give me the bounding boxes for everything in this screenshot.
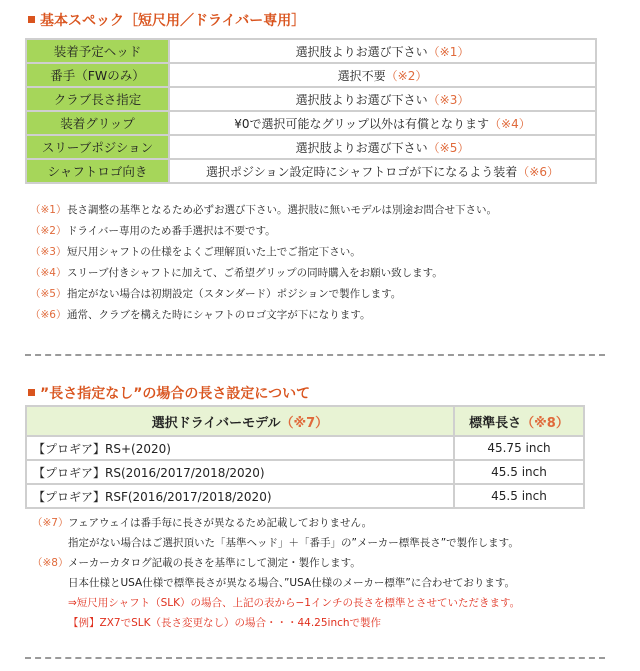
spec-note	[30, 263, 497, 284]
spec-note-text: 短尺用シャフトの仕様をよくご理解頂いた上でご指定下さい。	[67, 246, 361, 258]
spec-row-note: （※5）	[427, 140, 470, 155]
spec-row	[26, 39, 596, 63]
spec-row-value-text: 選択不要	[337, 68, 386, 83]
spec-note	[30, 242, 497, 263]
header-length-note: （※8）	[521, 415, 569, 431]
spec-title-text: 基本スペック［短尺用／ドライバー専用］	[40, 13, 306, 29]
spec-row-label: クラブ長さ指定	[26, 87, 169, 111]
length-cell: 45.5 inch	[454, 484, 584, 508]
table-row	[26, 436, 584, 460]
note8-line1	[32, 553, 520, 573]
note8-text1: メーカーカタログ記載の長さを基準にして測定・製作します。	[68, 557, 361, 569]
header-length	[454, 406, 584, 436]
note7-line2: 指定がない場合はご選択頂いた「基準ヘッド」＋「番手」の”メーカー標準長さ”で製作します。	[68, 537, 519, 549]
spec-row	[26, 135, 596, 159]
spec-row	[26, 111, 596, 135]
spec-row-note: （※6）	[517, 164, 559, 179]
spec-row-value	[169, 39, 596, 63]
spec-row-value-text: 選択肢よりお選び下さい	[295, 44, 428, 59]
square-bullet-icon	[28, 389, 35, 396]
spec-note	[30, 305, 497, 326]
spec-row-label: 番手（FWのみ）	[26, 63, 169, 87]
header-model-text: 選択ドライバーモデル	[151, 415, 281, 431]
header-model-note: （※7）	[280, 415, 329, 431]
length-title-text: ”長さ指定なし”の場合の長さ設定について	[40, 386, 311, 402]
model-cell: 【プロギア】RSF(2016/2017/2018/2020)	[26, 484, 454, 508]
section-divider	[25, 354, 605, 356]
section-divider-bottom	[25, 657, 605, 659]
length-cell: 45.5 inch	[454, 460, 584, 484]
square-bullet-icon	[28, 16, 35, 23]
spec-note-mark: （※1）	[30, 204, 67, 216]
length-section-title	[28, 383, 310, 403]
spec-note-text: スリーブ付きシャフトに加えて、ご希望グリップの同時購入をお願い致します。	[67, 267, 443, 279]
spec-row	[26, 87, 596, 111]
model-cell: 【プロギア】RS(2016/2017/2018/2020)	[26, 460, 454, 484]
spec-row-value-text: 選択肢よりお選び下さい	[295, 92, 428, 107]
spec-row-value	[169, 111, 596, 135]
spec-table	[25, 38, 597, 184]
length-notes	[32, 513, 520, 633]
note7-mark: （※7）	[32, 517, 69, 529]
spec-note-text: 長さ調整の基準となるため必ずお選び下さい。選択肢に無いモデルは別途お問合せ下さい。	[67, 204, 497, 216]
note8-line4: 【例】ZX7でSLK（長さ変更なし）の場合・・・44.25inchで製作	[68, 617, 382, 629]
spec-row	[26, 63, 596, 87]
note8-mark: （※8）	[32, 557, 69, 569]
spec-row-label: 装着グリップ	[26, 111, 169, 135]
model-cell: 【プロギア】RS+(2020)	[26, 436, 454, 460]
length-cell: 45.75 inch	[454, 436, 584, 460]
spec-row-value	[169, 159, 596, 183]
spec-row-note: （※2）	[385, 68, 428, 83]
note8-line2: 日本仕様とUSA仕様で標準長さが異なる場合、”USA仕様のメーカー標準”に合わせております。	[68, 577, 516, 589]
spec-note	[30, 221, 497, 242]
spec-row-value	[169, 63, 596, 87]
table-row	[26, 484, 584, 508]
spec-row-note: （※1）	[427, 44, 470, 59]
spec-note-mark: （※6）	[30, 309, 67, 321]
spec-row-value-text: 選択ポジション設定時にシャフトロゴが下になるよう装着	[206, 164, 518, 179]
spec-row	[26, 159, 596, 183]
spec-row-note: （※4）	[489, 116, 531, 131]
spec-row-label: 装着予定ヘッド	[26, 39, 169, 63]
header-length-text: 標準長さ	[469, 415, 522, 431]
table-header-row	[26, 406, 584, 436]
spec-row-value-text: ¥0で選択可能なグリップ以外は有償となります	[234, 116, 490, 131]
table-row	[26, 460, 584, 484]
spec-note	[30, 200, 497, 221]
spec-note-mark: （※3）	[30, 246, 67, 258]
spec-note	[30, 284, 497, 305]
spec-row-label: シャフトロゴ向き	[26, 159, 169, 183]
spec-row-value	[169, 87, 596, 111]
spec-note-text: ドライバー専用のため番手選択は不要です。	[67, 225, 276, 237]
spec-note-mark: （※5）	[30, 288, 67, 300]
spec-row-note: （※3）	[427, 92, 470, 107]
header-model	[26, 406, 454, 436]
note8-line3: ⇒短尺用シャフト（SLK）の場合、上記の表から−1インチの長さを標準とさせていただきます。	[68, 597, 521, 609]
spec-row-value	[169, 135, 596, 159]
model-length-table	[25, 405, 585, 509]
spec-note-mark: （※2）	[30, 225, 67, 237]
spec-note-text: 通常、クラブを構えた時にシャフトのロゴ文字が下になります。	[67, 309, 371, 321]
spec-note-mark: （※4）	[30, 267, 67, 279]
spec-notes	[30, 200, 497, 326]
spec-row-value-text: 選択肢よりお選び下さい	[295, 140, 428, 155]
note7-line1	[32, 513, 520, 533]
spec-section-title	[28, 10, 305, 30]
note7-text1: フェアウェイは番手毎に長さが異なるため記載しておりません。	[68, 517, 373, 529]
spec-note-text: 指定がない場合は初期設定（スタンダード）ポジションで製作します。	[67, 288, 402, 300]
spec-row-label: スリーブポジション	[26, 135, 169, 159]
